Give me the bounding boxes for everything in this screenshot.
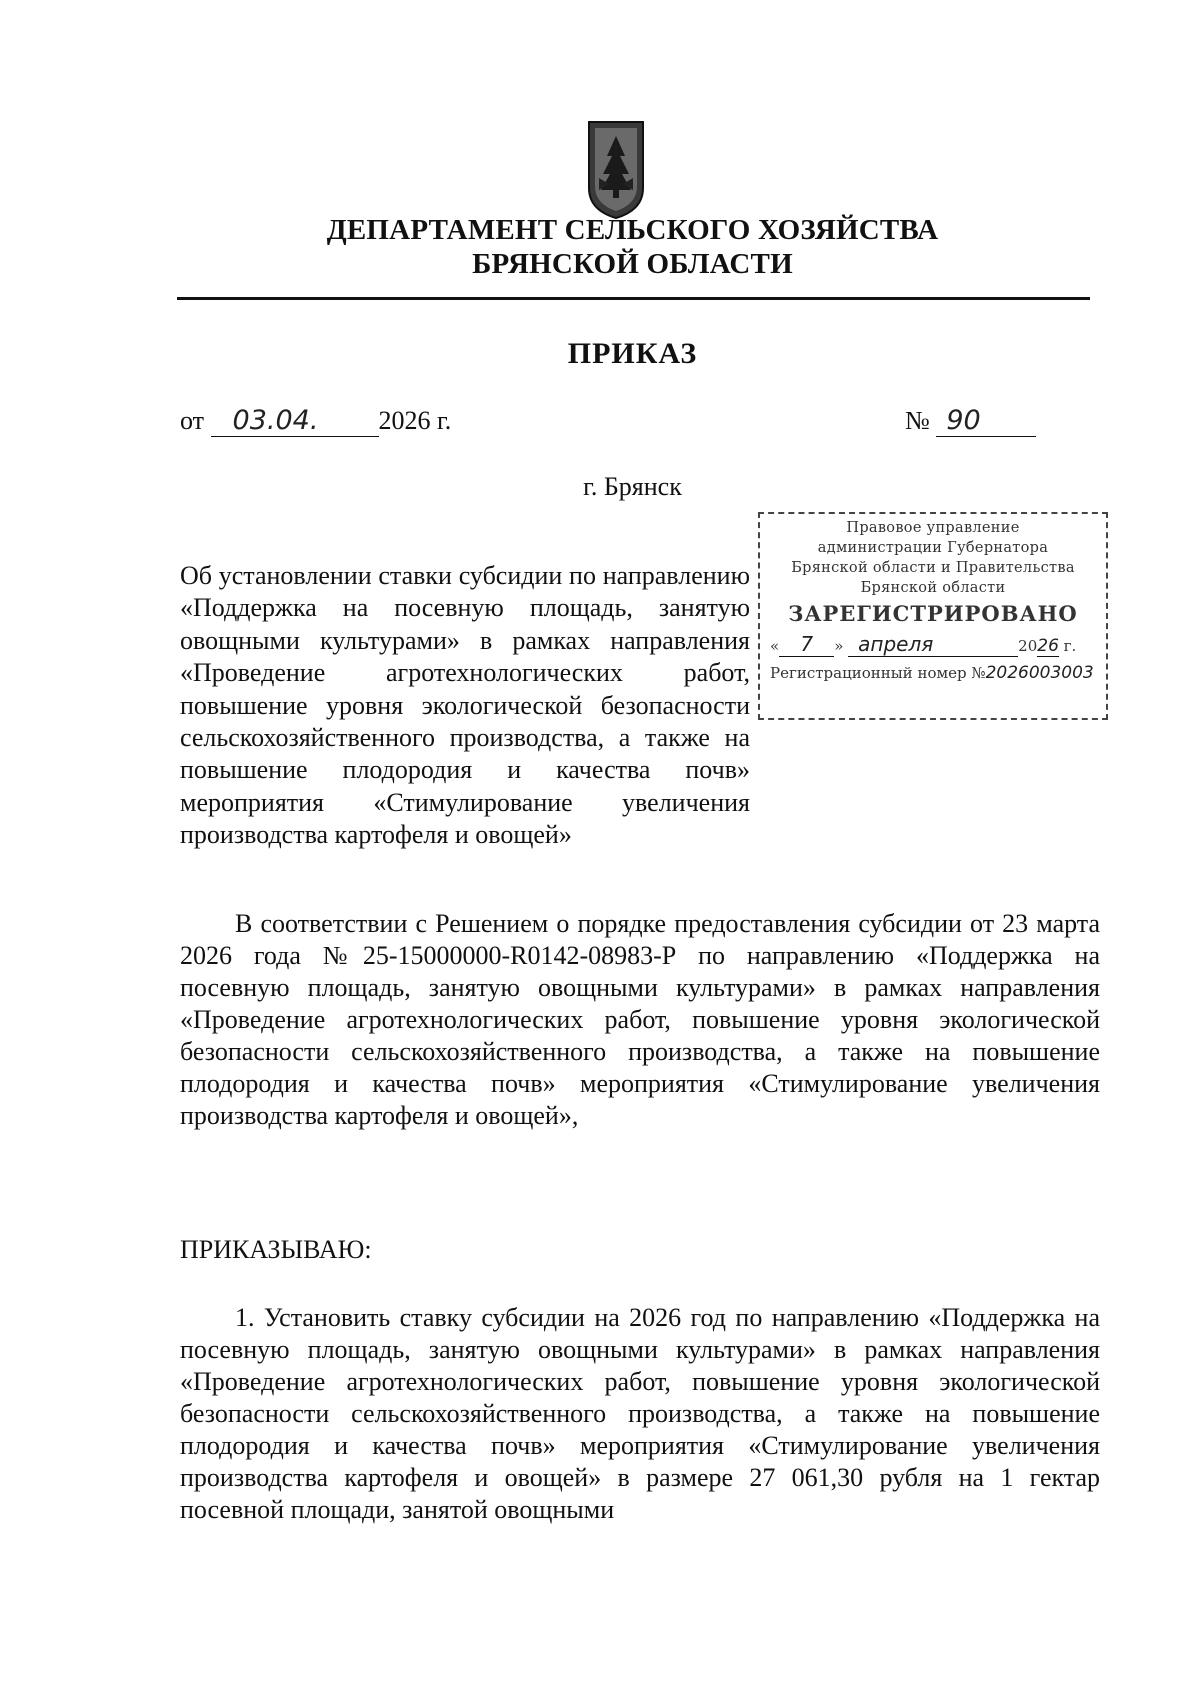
date-line (180, 405, 451, 437)
number-handwritten: 90 (946, 405, 981, 436)
date-prefix: от (180, 406, 205, 435)
document-title: ПРИКАЗ (567, 337, 698, 370)
department-name-line1: ДЕПАРТАМЕНТ СЕЛЬСКОГО ХОЗЯЙСТВА (326, 214, 939, 246)
stamp-line4: Брянской области (860, 580, 1006, 596)
number-prefix: № (905, 406, 930, 435)
stamp-month-field (848, 632, 1018, 657)
order-subject: Об установлении ставки субсидии по направлению «Поддержка на посевную площадь, занятую овощными культурами» в рамках направления «Проведение агротехнологических работ, повышение уровня экологической безопасности сельскохозяйственного производства, а также на повышение плодородия и качества почв» мероприятия «Стимулирование увеличения производства картофеля и овощей» (180, 561, 750, 850)
registration-stamp (758, 512, 1108, 720)
preamble-paragraph: В соответствии с Решением о порядке предоставления субсидии от 23 марта 2026 года №25-15000000-R0142-08983-Р по направлению «Поддержка на посевную площадь, занятую овощными культурами» в рамках направления «Проведение агротехнологических работ, повышение уровня экологической безопасности сельскохозяйственного производства, а также на повышение плодородия и качества почв» мероприятия «Стимулирование увеличения производства картофеля и овощей», (180, 909, 1100, 1130)
stamp-year-field (1037, 636, 1059, 657)
stamp-year-suffix: 26 (1037, 636, 1059, 656)
stamp-reg-number: 2026003003 (985, 663, 1094, 683)
header-divider (177, 297, 1090, 300)
date-handwritten: 03.04. (232, 405, 319, 436)
order-word: ПРИКАЗЫВАЮ: (180, 1235, 372, 1264)
city: г. Брянск (583, 472, 682, 501)
date-year: 2026 г. (378, 406, 452, 435)
stamp-day-field (779, 632, 834, 657)
stamp-line2: администрации Губернатора (817, 540, 1049, 556)
stamp-registration-number (760, 663, 1106, 683)
stamp-day: 7 (800, 632, 814, 656)
stamp-reg-label: Регистрационный номер № (770, 664, 986, 682)
department-name-line2: БРЯНСКОЙ ОБЛАСТИ (472, 248, 793, 280)
stamp-year-tail: г. (1063, 637, 1077, 655)
stamp-line3: Брянской области и Правительства (791, 560, 1075, 576)
stamp-registered: ЗАРЕГИСТРИРОВАНО (788, 601, 1078, 626)
number-line (905, 405, 1036, 437)
order-item-1: 1. Установить ставку субсидии на 2026 год по направлению «Поддержка на посевную площадь, занятую овощными культурами» в рамках направления «Проведение агротехнологических работ, повышение уровня экологической безопасности сельскохозяйственного производства, а также на повышение плодородия и качества почв» мероприятия «Стимулирование увеличения производства картофеля и овощей» в размере 27 061,30 рубля на 1 гектар посевной площади, занятой овощными (180, 1303, 1100, 1524)
number-field (936, 405, 1036, 437)
stamp-date (760, 632, 1106, 657)
date-field (211, 405, 379, 437)
stamp-year-prefix: 20 (1018, 637, 1038, 655)
stamp-line1: Правовое управление (846, 520, 1020, 536)
stamp-month: апреля (858, 632, 934, 656)
stamp-quote-open: « (770, 637, 780, 655)
stamp-quote-close: » (834, 637, 844, 655)
coat-of-arms-icon (583, 118, 649, 222)
